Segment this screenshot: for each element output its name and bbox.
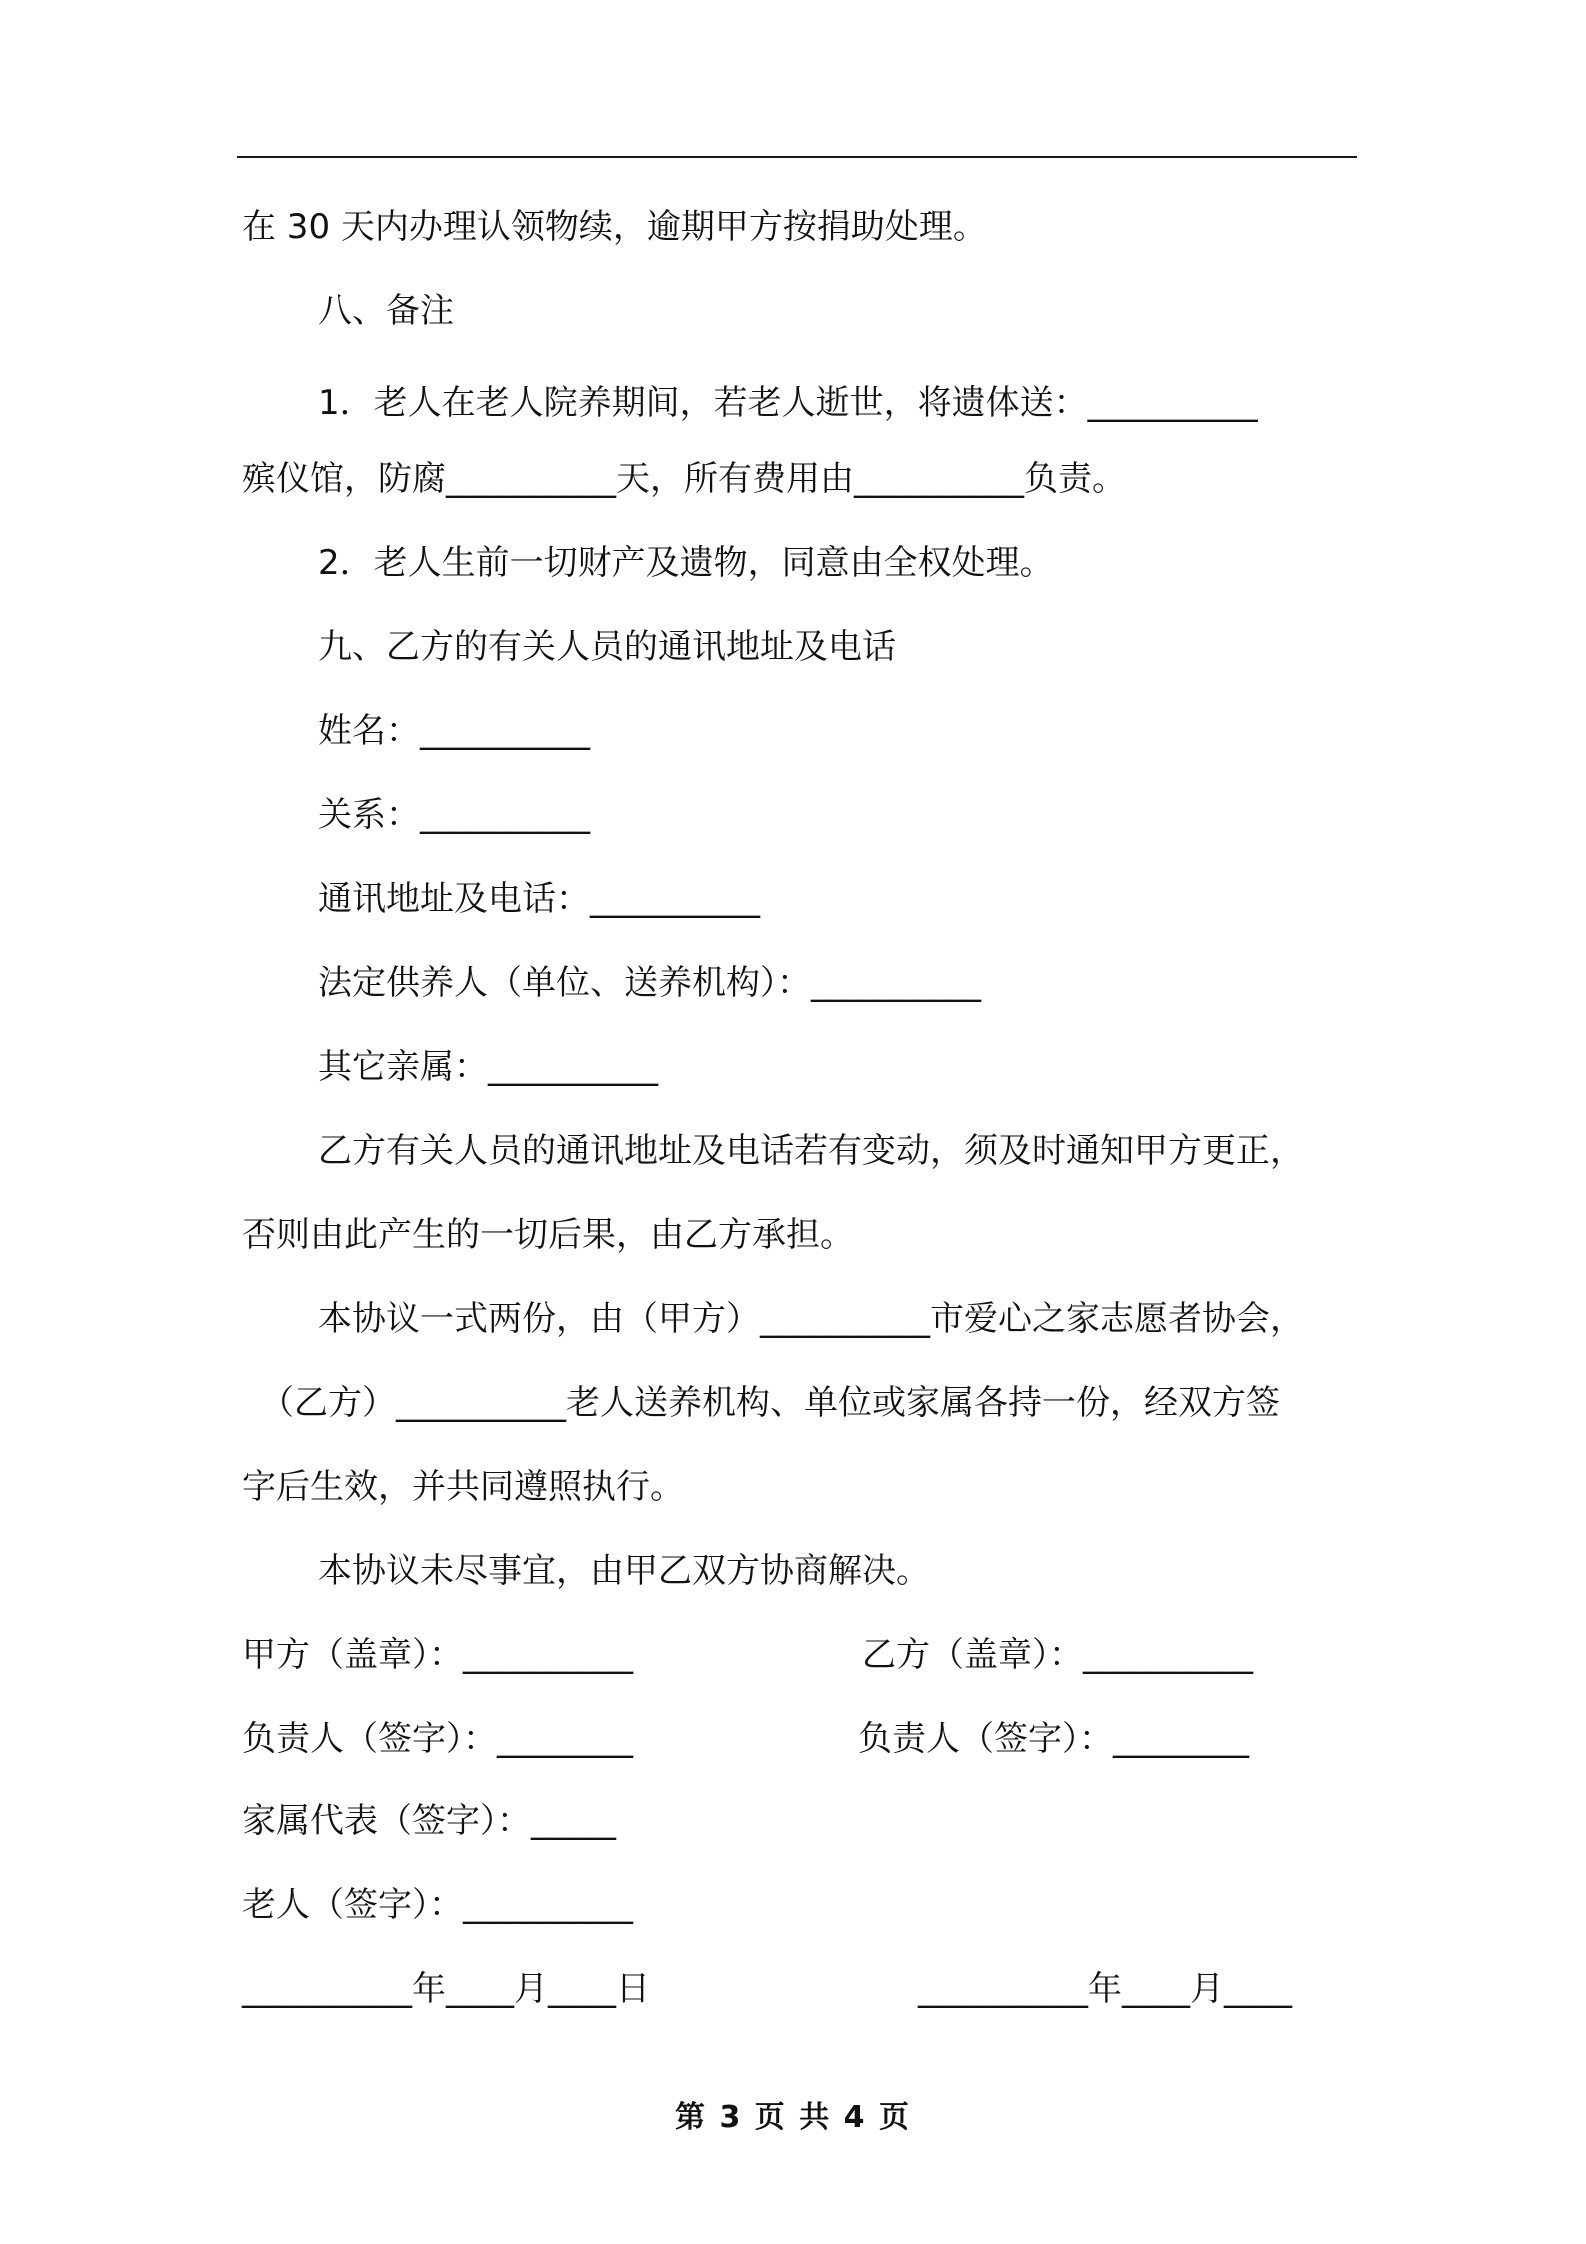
- paragraph-line: 否则由此产生的一切后果，由乙方承担。: [242, 1215, 854, 1255]
- family-representative-signature: 家属代表（签字）：_____: [242, 1801, 616, 1841]
- paragraph-line: （乙方）__________老人送养机构、单位或家属各持一份，经双方签: [260, 1383, 1280, 1423]
- paragraph-line: 殡仪馆，防腐__________天，所有费用由__________负责。: [242, 459, 1126, 499]
- field-legal-guardian: 法定供养人（单位、送养机构）：__________: [318, 963, 981, 1003]
- party-b-responsible-signature: 负责人（签字）：________: [858, 1719, 1249, 1759]
- paragraph-line: 1．老人在老人院养期间，若老人逝世，将遗体送：__________: [318, 383, 1258, 423]
- paragraph-line: 本协议一式两份，由（甲方）__________市爱心之家志愿者协会，: [318, 1299, 1304, 1339]
- paragraph-line: 乙方有关人员的通讯地址及电话若有变动，须及时通知甲方更正，: [318, 1131, 1304, 1171]
- elder-signature: 老人（签字）：__________: [242, 1885, 633, 1925]
- party-a-seal: 甲方（盖章）：__________: [242, 1635, 633, 1675]
- section-heading: 八、备注: [318, 291, 454, 331]
- paragraph-line: 2．老人生前一切财产及遗物，同意由全权处理。: [318, 543, 1054, 583]
- party-a-date: __________年____月____日: [242, 1969, 650, 2009]
- field-relation: 关系：__________: [318, 795, 590, 835]
- section-heading: 九、乙方的有关人员的通讯地址及电话: [318, 627, 896, 667]
- party-b-date: __________年____月____: [918, 1969, 1292, 2009]
- header-rule: [237, 156, 1357, 158]
- field-name: 姓名：__________: [318, 711, 590, 751]
- field-address-phone: 通讯地址及电话：__________: [318, 879, 760, 919]
- paragraph-line: 在 30 天内办理认领物续，逾期甲方按捐助处理。: [242, 207, 987, 247]
- page-number: 第 3 页 共 4 页: [675, 2100, 911, 2135]
- party-b-seal: 乙方（盖章）：__________: [862, 1635, 1253, 1675]
- field-other-relatives: 其它亲属：__________: [318, 1047, 658, 1087]
- paragraph-line: 本协议未尽事宜，由甲乙双方协商解决。: [318, 1551, 930, 1591]
- party-a-responsible-signature: 负责人（签字）：________: [242, 1719, 633, 1759]
- paragraph-line: 字后生效，并共同遵照执行。: [242, 1467, 684, 1507]
